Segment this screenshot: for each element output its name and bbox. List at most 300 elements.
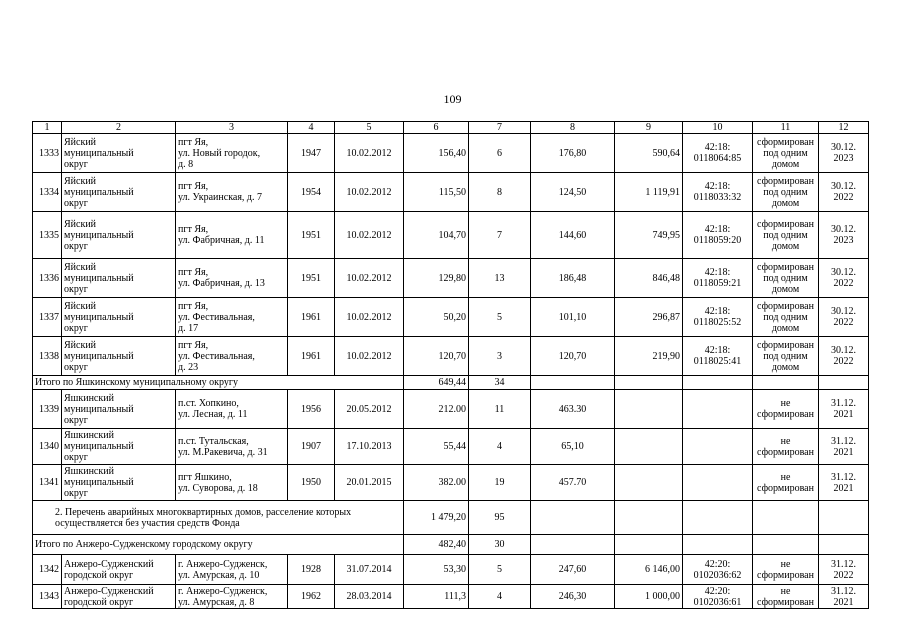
cell-line: округ — [64, 240, 88, 252]
header-cell: 5 — [335, 122, 404, 134]
cell-line: городской округ — [64, 569, 134, 581]
cell-line: муниципальный — [64, 186, 134, 198]
row-number: 1334 — [33, 173, 62, 212]
municipality-cell — [62, 429, 176, 465]
deadline-cell — [819, 555, 869, 585]
deadline-cell — [819, 429, 869, 465]
section-residents: 95 — [469, 501, 531, 535]
col9-cell: 749,95 — [615, 212, 683, 259]
table-row — [33, 259, 869, 298]
residents-cell: 3 — [469, 337, 531, 376]
cell-line: 30.12. — [831, 306, 856, 317]
total-row — [33, 376, 869, 390]
cell-line: округ — [64, 414, 88, 426]
cell-line: 31.12. — [831, 398, 856, 409]
status-cell — [753, 465, 819, 501]
table-row — [33, 173, 869, 212]
section-label — [33, 501, 404, 535]
empty-cell — [531, 376, 615, 390]
table-row — [33, 337, 869, 376]
row-number: 1342 — [33, 555, 62, 585]
cell-line: 42:20: — [704, 585, 731, 597]
total-area: 649,44 — [404, 376, 469, 390]
year-cell: 1947 — [288, 134, 335, 173]
cell-line: под одним — [763, 272, 808, 284]
col9-cell: 296,87 — [615, 298, 683, 337]
cadastral-cell — [683, 134, 753, 173]
cell-line: домом — [771, 361, 800, 373]
cell-line: округ — [64, 452, 88, 463]
cell-line: 0118025:52 — [693, 317, 742, 328]
cell-line: пгт Яя, — [178, 267, 209, 278]
cell-line: ул. Суворова, д. 18 — [178, 482, 258, 494]
residents-cell: 6 — [469, 134, 531, 173]
cadastral-cell — [683, 259, 753, 298]
cadastral-cell — [683, 298, 753, 337]
status-cell — [753, 298, 819, 337]
cell-line: ул. М.Ракевича, д. 31 — [178, 446, 268, 458]
area-cell: 104,70 — [404, 212, 469, 259]
cell-line: домом — [771, 197, 800, 209]
row-number: 1338 — [33, 337, 62, 376]
col8-cell: 101,10 — [531, 298, 615, 337]
cell-line: 2023 — [833, 153, 854, 164]
cell-line: 0118059:21 — [693, 278, 742, 289]
year-cell: 1956 — [288, 390, 335, 429]
municipality-cell — [62, 134, 176, 173]
cell-line: домом — [771, 322, 800, 334]
cell-line: округ — [64, 361, 88, 373]
status-cell — [753, 390, 819, 429]
cell-line: городской округ — [64, 596, 134, 608]
row-number: 1335 — [33, 212, 62, 259]
cell-line: 2022 — [833, 569, 854, 581]
empty-cell — [819, 535, 869, 555]
cell-line: 2022 — [833, 317, 854, 328]
cell-line: 2. Перечень аварийных многоквартирных домов, расселение которых — [55, 506, 352, 518]
cadastral-cell — [683, 212, 753, 259]
col8-cell: 186,48 — [531, 259, 615, 298]
residents-cell: 19 — [469, 465, 531, 501]
area-cell: 212.00 — [404, 390, 469, 429]
residents-cell: 8 — [469, 173, 531, 212]
empty-cell — [615, 501, 683, 535]
status-cell — [753, 134, 819, 173]
cell-line: Анжеро-Судженский — [64, 585, 154, 597]
status-cell — [753, 212, 819, 259]
area-cell: 111,3 — [404, 585, 469, 609]
cell-line: 30.12. — [831, 224, 856, 235]
cell-line: д. 23 — [178, 361, 199, 373]
empty-cell — [615, 376, 683, 390]
date-cell: 10.02.2012 — [335, 298, 404, 337]
area-cell: 129,80 — [404, 259, 469, 298]
address-cell — [176, 173, 288, 212]
cell-line: 2021 — [833, 596, 854, 608]
cell-line: 2022 — [833, 278, 854, 289]
cell-line: сформирован — [757, 596, 814, 608]
municipality-cell — [62, 337, 176, 376]
address-cell — [176, 390, 288, 429]
cell-line: округ — [64, 197, 88, 209]
cell-line: г. Анжеро-Судженск, — [178, 585, 268, 597]
cell-line: Яшкинский — [64, 392, 114, 404]
table-row — [33, 212, 869, 259]
header-cell: 10 — [683, 122, 753, 134]
cell-line: 2022 — [833, 192, 854, 203]
address-cell — [176, 134, 288, 173]
col9-cell: 6 146,00 — [615, 555, 683, 585]
col9-cell: 1 000,00 — [615, 585, 683, 609]
cell-line: пгт Яя, — [178, 136, 209, 148]
cell-line: под одним — [763, 147, 808, 159]
area-cell: 50,20 — [404, 298, 469, 337]
header-cell: 1 — [33, 122, 62, 134]
col8-cell: 247,60 — [531, 555, 615, 585]
table-row — [33, 585, 869, 609]
residents-cell: 4 — [469, 585, 531, 609]
total-label: Итого по Яшкинскому муниципальному округу — [33, 376, 404, 390]
cell-line: д. 8 — [178, 158, 194, 170]
cell-line: Анжеро-Судженский — [64, 558, 154, 570]
cell-line: ул. Фабричная, д. 13 — [178, 278, 265, 289]
cell-line: округ — [64, 322, 88, 334]
deadline-cell — [819, 465, 869, 501]
col8-cell: 246,30 — [531, 585, 615, 609]
section-row — [33, 501, 869, 535]
cell-line: Яйский — [64, 261, 97, 273]
header-cell: 8 — [531, 122, 615, 134]
municipality-cell — [62, 212, 176, 259]
cadastral-cell — [683, 585, 753, 609]
year-cell: 1961 — [288, 337, 335, 376]
cell-line: округ — [64, 158, 88, 170]
empty-cell — [683, 376, 753, 390]
area-cell: 53,30 — [404, 555, 469, 585]
cell-line: Яйский — [64, 136, 97, 148]
year-cell: 1951 — [288, 212, 335, 259]
cell-line: муниципальный — [64, 311, 134, 323]
cadastral-cell — [683, 390, 753, 429]
cell-line: под одним — [763, 311, 808, 323]
header-row — [33, 122, 869, 134]
address-cell — [176, 555, 288, 585]
cell-line: 30.12. — [831, 345, 856, 356]
cell-line: не — [780, 398, 791, 409]
cell-line: 42:18: — [704, 267, 731, 278]
empty-cell — [615, 535, 683, 555]
cell-line: Яшкинский — [64, 430, 114, 441]
cell-line: муниципальный — [64, 403, 134, 415]
cell-line: муниципальный — [64, 441, 134, 452]
cell-line: сформирован — [757, 446, 814, 458]
header-cell: 12 — [819, 122, 869, 134]
empty-cell — [531, 535, 615, 555]
cell-line: 2021 — [833, 446, 854, 458]
cadastral-cell — [683, 429, 753, 465]
cell-line: ул. Амурская, д. 8 — [178, 596, 255, 608]
row-number: 1339 — [33, 390, 62, 429]
cell-line: муниципальный — [64, 147, 134, 159]
cell-line: 30.12. — [831, 142, 856, 153]
deadline-cell — [819, 259, 869, 298]
cell-line: 42:18: — [704, 142, 731, 153]
cell-line: 30.12. — [831, 267, 856, 278]
date-cell: 10.02.2012 — [335, 134, 404, 173]
cell-line: домом — [771, 283, 800, 295]
area-cell: 55,44 — [404, 429, 469, 465]
register-table — [32, 121, 869, 609]
col9-cell: 1 119,91 — [615, 173, 683, 212]
cell-line: 0118033:32 — [693, 192, 742, 203]
year-cell: 1961 — [288, 298, 335, 337]
table-row — [33, 429, 869, 465]
cell-line: сформирован — [757, 175, 814, 187]
empty-cell — [753, 535, 819, 555]
municipality-cell — [62, 465, 176, 501]
total-row — [33, 535, 869, 555]
date-cell: 10.02.2012 — [335, 337, 404, 376]
header-cell: 3 — [176, 122, 288, 134]
cell-line: сформирован — [757, 300, 814, 312]
residents-cell: 5 — [469, 298, 531, 337]
cell-line: 31.12. — [831, 558, 856, 570]
residents-cell: 7 — [469, 212, 531, 259]
empty-cell — [819, 501, 869, 535]
cell-line: ул. Новый городок, — [178, 147, 261, 159]
cell-line: п.ст. Хопкино, — [178, 398, 239, 409]
cell-line: сформирован — [757, 218, 814, 230]
col8-cell: 144,60 — [531, 212, 615, 259]
municipality-cell — [62, 555, 176, 585]
cell-line: 42:18: — [704, 345, 731, 356]
col8-cell: 176,80 — [531, 134, 615, 173]
empty-cell — [683, 535, 753, 555]
deadline-cell — [819, 134, 869, 173]
cell-line: 42:18: — [704, 306, 731, 317]
row-number: 1336 — [33, 259, 62, 298]
address-cell — [176, 465, 288, 501]
empty-cell — [683, 501, 753, 535]
cell-line: осуществляется без участия средств Фонда — [55, 517, 240, 529]
residents-cell: 5 — [469, 555, 531, 585]
page-number: 109 — [443, 92, 462, 106]
cell-line: ул. Украинская, д. 7 — [178, 192, 263, 203]
date-cell: 20.01.2015 — [335, 465, 404, 501]
table-row — [33, 134, 869, 173]
cell-line: ул. Амурская, д. 10 — [178, 569, 260, 581]
cadastral-cell — [683, 465, 753, 501]
cell-line: 42:18: — [704, 224, 731, 235]
address-cell — [176, 212, 288, 259]
cell-line: муниципальный — [64, 477, 134, 488]
cell-line: пгт Яшкино, — [178, 471, 232, 483]
cell-line: ул. Фабричная, д. 11 — [178, 235, 265, 246]
col9-cell: 219,90 — [615, 337, 683, 376]
cell-line: Яйский — [64, 218, 97, 230]
status-cell — [753, 173, 819, 212]
col8-cell: 457.70 — [531, 465, 615, 501]
col9-cell: 846,48 — [615, 259, 683, 298]
municipality-cell — [62, 259, 176, 298]
cell-line: 31.12. — [831, 435, 856, 447]
cell-line: под одним — [763, 350, 808, 362]
cell-line: домом — [771, 240, 800, 252]
municipality-cell — [62, 585, 176, 609]
col9-cell: 590,64 — [615, 134, 683, 173]
header-cell: 6 — [404, 122, 469, 134]
cell-line: 42:18: — [704, 181, 731, 192]
cell-line: Яйский — [64, 300, 97, 312]
total-residents: 34 — [469, 376, 531, 390]
cell-line: ул. Фестивальная, — [178, 350, 255, 362]
row-number: 1340 — [33, 429, 62, 465]
address-cell — [176, 429, 288, 465]
date-cell: 28.03.2014 — [335, 585, 404, 609]
cell-line: ул. Фестивальная, — [178, 311, 255, 323]
empty-cell — [753, 376, 819, 390]
cell-line: Яйский — [64, 175, 97, 187]
year-cell: 1962 — [288, 585, 335, 609]
date-cell: 10.02.2012 — [335, 212, 404, 259]
cell-line: 30.12. — [831, 181, 856, 192]
cadastral-cell — [683, 555, 753, 585]
address-cell — [176, 298, 288, 337]
date-cell: 20.05.2012 — [335, 390, 404, 429]
cell-line: 2021 — [833, 409, 854, 420]
empty-cell — [531, 501, 615, 535]
total-label: Итого по Анжеро-Судженскому городскому округу — [33, 535, 404, 555]
status-cell — [753, 555, 819, 585]
cell-line: сформирован — [757, 569, 814, 581]
cell-line: под одним — [763, 229, 808, 241]
year-cell: 1907 — [288, 429, 335, 465]
date-cell: 10.02.2012 — [335, 259, 404, 298]
address-cell — [176, 259, 288, 298]
cell-line: 31.12. — [831, 471, 856, 483]
cell-line: 0118059:20 — [693, 235, 742, 246]
table-row — [33, 298, 869, 337]
cadastral-cell — [683, 173, 753, 212]
area-cell: 156,40 — [404, 134, 469, 173]
address-cell — [176, 585, 288, 609]
empty-cell — [753, 501, 819, 535]
cell-line: округ — [64, 283, 88, 295]
section-area: 1 479,20 — [404, 501, 469, 535]
deadline-cell — [819, 173, 869, 212]
cell-line: Яйский — [64, 339, 97, 351]
year-cell: 1954 — [288, 173, 335, 212]
cell-line: муниципальный — [64, 229, 134, 241]
col9-cell — [615, 465, 683, 501]
cell-line: сформирован — [757, 482, 814, 494]
municipality-cell — [62, 173, 176, 212]
status-cell — [753, 429, 819, 465]
cell-line: 2023 — [833, 235, 854, 246]
cell-line: 2022 — [833, 356, 854, 367]
cell-line: п.ст. Тутальская, — [178, 435, 249, 447]
cell-line: не — [780, 585, 791, 597]
col9-cell — [615, 429, 683, 465]
cell-line: г. Анжеро-Судженск, — [178, 558, 268, 570]
status-cell — [753, 585, 819, 609]
status-cell — [753, 259, 819, 298]
year-cell: 1950 — [288, 465, 335, 501]
table-row — [33, 390, 869, 429]
header-cell: 4 — [288, 122, 335, 134]
col8-cell: 65,10 — [531, 429, 615, 465]
cell-line: 2021 — [833, 482, 854, 494]
cell-line: пгт Яя, — [178, 224, 209, 235]
cell-line: пгт Яя, — [178, 300, 209, 312]
deadline-cell — [819, 298, 869, 337]
cell-line: не — [780, 435, 791, 447]
col8-cell: 120,70 — [531, 337, 615, 376]
deadline-cell — [819, 212, 869, 259]
residents-cell: 4 — [469, 429, 531, 465]
deadline-cell — [819, 390, 869, 429]
residents-cell: 11 — [469, 390, 531, 429]
cell-line: Яшкинский — [64, 466, 114, 477]
cell-line: домом — [771, 158, 800, 170]
cell-line: муниципальный — [64, 272, 134, 284]
status-cell — [753, 337, 819, 376]
cell-line: муниципальный — [64, 350, 134, 362]
cell-line: сформирован — [757, 261, 814, 273]
header-cell: 2 — [62, 122, 176, 134]
municipality-cell — [62, 390, 176, 429]
cell-line: сформирован — [757, 339, 814, 351]
col8-cell: 463.30 — [531, 390, 615, 429]
cell-line: под одним — [763, 186, 808, 198]
row-number: 1333 — [33, 134, 62, 173]
deadline-cell — [819, 585, 869, 609]
date-cell: 31.07.2014 — [335, 555, 404, 585]
row-number: 1337 — [33, 298, 62, 337]
cell-line: не — [780, 558, 791, 570]
residents-cell: 13 — [469, 259, 531, 298]
cell-line: 0118064:85 — [693, 153, 742, 164]
year-cell: 1928 — [288, 555, 335, 585]
total-area: 482,40 — [404, 535, 469, 555]
cell-line: 31.12. — [831, 585, 856, 597]
col9-cell — [615, 390, 683, 429]
cell-line: 0118025:41 — [693, 356, 742, 367]
cell-line: д. 17 — [178, 322, 199, 334]
cell-line: сформирован — [757, 409, 814, 420]
cell-line: сформирован — [757, 136, 814, 148]
total-residents: 30 — [469, 535, 531, 555]
cell-line: 42:20: — [704, 558, 731, 570]
cell-line: ул. Лесная, д. 11 — [178, 409, 248, 420]
date-cell: 17.10.2013 — [335, 429, 404, 465]
date-cell: 10.02.2012 — [335, 173, 404, 212]
area-cell: 382.00 — [404, 465, 469, 501]
cadastral-cell — [683, 337, 753, 376]
address-cell — [176, 337, 288, 376]
col8-cell: 124,50 — [531, 173, 615, 212]
deadline-cell — [819, 337, 869, 376]
header-cell: 7 — [469, 122, 531, 134]
row-number: 1343 — [33, 585, 62, 609]
cell-line: пгт Яя, — [178, 181, 209, 192]
header-cell: 9 — [615, 122, 683, 134]
row-number: 1341 — [33, 465, 62, 501]
table-row — [33, 465, 869, 501]
cell-line: 0102036:61 — [693, 596, 742, 608]
cell-line: не — [780, 471, 791, 483]
empty-cell — [819, 376, 869, 390]
